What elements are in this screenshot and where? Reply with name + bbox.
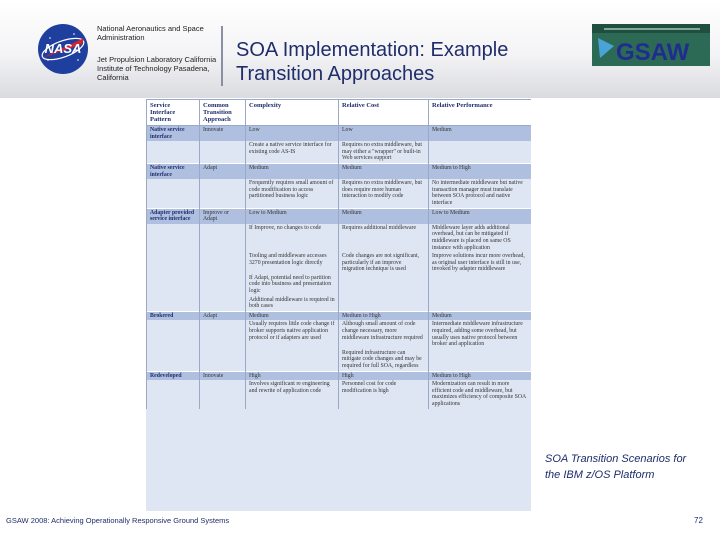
table-cell	[429, 141, 532, 163]
table-cell: Medium	[429, 126, 532, 142]
table-cell: Native service interface	[147, 126, 200, 142]
table-cell	[200, 320, 246, 348]
page-title: SOA Implementation: Example Transition Approaches	[236, 39, 509, 85]
table-row	[147, 141, 532, 163]
table-row	[147, 371, 532, 380]
table-cell	[147, 349, 200, 371]
table-cell: If Improve, no changes to code	[246, 224, 339, 252]
table-row	[147, 252, 532, 274]
footer-text: GSAW 2008: Achieving Operationally Responsive Ground Systems	[6, 516, 230, 525]
gsaw-logo-icon	[592, 24, 710, 66]
table-row	[147, 224, 532, 252]
table-cell: Innovate	[200, 371, 246, 380]
table-cell: Medium	[339, 208, 429, 224]
table-cell	[200, 141, 246, 163]
table-cell: Improve or Adapt	[200, 208, 246, 224]
table-cell: Requires no extra middleware, but may either a "wrapper" or built-in Web services support	[339, 141, 429, 163]
table-cell	[147, 296, 200, 312]
table-cell: Redeveloped	[147, 371, 200, 380]
table-row	[147, 311, 532, 320]
table-cell	[147, 320, 200, 348]
table-cell: High	[339, 371, 429, 380]
table-cell	[429, 274, 532, 296]
table-cell	[200, 252, 246, 274]
table-cell: Frequently requires small amount of code modification to access partitioned business logic	[246, 179, 339, 208]
table-cell: Medium to High	[429, 371, 532, 380]
figure-caption: SOA Transition Scenarios for the IBM z/OS Platform	[545, 453, 687, 481]
table-header-row	[147, 100, 532, 126]
header-divider	[221, 26, 223, 86]
table-cell	[200, 224, 246, 252]
transition-approaches-table	[146, 99, 531, 511]
table-cell: Intermediate middleware infrastructure required, adding some overhead, but usually uses native protocol between broker and application	[429, 320, 532, 348]
table-cell: Modernization can result in more efficient code and middleware, but maximizes efficiency of composite SOA applications	[429, 380, 532, 408]
table-row	[147, 349, 532, 371]
table-cell	[429, 349, 532, 371]
table-cell: Low to Medium	[429, 208, 532, 224]
table-cell: Usually requires little code change if broker supports native application protocol or if adapters are used	[246, 320, 339, 348]
table-cell: Native service interface	[147, 163, 200, 179]
table-cell: Low to Medium	[246, 208, 339, 224]
org-affiliation: Jet Propulsion Laboratory California Institute of Technology Pasadena, California	[97, 55, 217, 82]
table-cell	[147, 179, 200, 208]
column-header: Relative Cost	[339, 100, 429, 126]
table-row	[147, 320, 532, 348]
table-cell: Medium to High	[429, 163, 532, 179]
slide-header	[0, 0, 720, 98]
table-cell: Middleware layer adds additional overhead, but can be mitigated if middleware is placed on same OS instance with application	[429, 224, 532, 252]
table-cell: Low	[339, 126, 429, 142]
table-row	[147, 380, 532, 408]
table-cell: High	[246, 371, 339, 380]
table-cell: Medium	[339, 163, 429, 179]
table-cell: Improve solutions incur more overhead, as original user interface is still in use, invoked by adapter middleware	[429, 252, 532, 274]
table-cell	[200, 349, 246, 371]
table-cell	[429, 296, 532, 312]
table-cell: Required infrastructure can mitigate code changes and may be required for full SOA, regardless	[339, 349, 429, 371]
table-cell: Medium	[429, 311, 532, 320]
table-row	[147, 296, 532, 312]
table-cell: No intermediate middleware but native transaction manager must translate between SOA protocol and native interface	[429, 179, 532, 208]
gsaw-logo-text: GSAW	[616, 39, 690, 66]
table-cell	[200, 296, 246, 312]
table-cell: Medium to High	[339, 311, 429, 320]
table-cell: Personnel cost for code modification is high	[339, 380, 429, 408]
table-cell: Tooling and middleware accesses 3270 presentation logic directly	[246, 252, 339, 274]
nasa-logo-text: NASA	[44, 41, 82, 56]
table-cell	[339, 274, 429, 296]
table-row	[147, 179, 532, 208]
column-header: Service Interface Pattern	[147, 100, 200, 126]
table-row	[147, 208, 532, 224]
table-cell	[147, 141, 200, 163]
column-header: Relative Performance	[429, 100, 532, 126]
column-header: Complexity	[246, 100, 339, 126]
table-cell: Adapter provided service interface	[147, 208, 200, 224]
table-row	[147, 163, 532, 179]
table-cell	[200, 380, 246, 408]
table-cell: Low	[246, 126, 339, 142]
table-cell	[147, 252, 200, 274]
table-cell: Additional middleware is required in both cases	[246, 296, 339, 312]
table-cell	[147, 224, 200, 252]
table-cell	[147, 274, 200, 296]
table-cell: Code changes are not significant, particularly if an improve migration technique is used	[339, 252, 429, 274]
table-cell: Requires no extra middleware, but does require more human interaction to modify code	[339, 179, 429, 208]
table-cell: Involves significant re engineering and rewrite of application code	[246, 380, 339, 408]
table-cell	[339, 296, 429, 312]
nasa-logo-icon	[36, 22, 90, 76]
table-cell: Create a native service interface for existing code AS-IS	[246, 141, 339, 163]
table-cell: Medium	[246, 311, 339, 320]
page-number: 72	[694, 516, 703, 525]
table-cell	[246, 349, 339, 371]
column-header: Common Transition Approach	[200, 100, 246, 126]
table-cell: Requires additional middleware	[339, 224, 429, 252]
table-cell	[147, 380, 200, 408]
table-cell: Adapt	[200, 163, 246, 179]
table-cell: Innovate	[200, 126, 246, 142]
table-cell: Adapt	[200, 311, 246, 320]
table-cell	[200, 274, 246, 296]
table-cell: Although small amount of code change necessary, more middleware infrastructure required	[339, 320, 429, 348]
table-cell: If Adapt, potential need to partition code into business and presentation logic	[246, 274, 339, 296]
table-cell: Brokered	[147, 311, 200, 320]
table-row	[147, 126, 532, 142]
table-cell: Medium	[246, 163, 339, 179]
org-name: National Aeronautics and Space Administration	[97, 24, 204, 42]
table-cell	[200, 179, 246, 208]
table-row	[147, 274, 532, 296]
